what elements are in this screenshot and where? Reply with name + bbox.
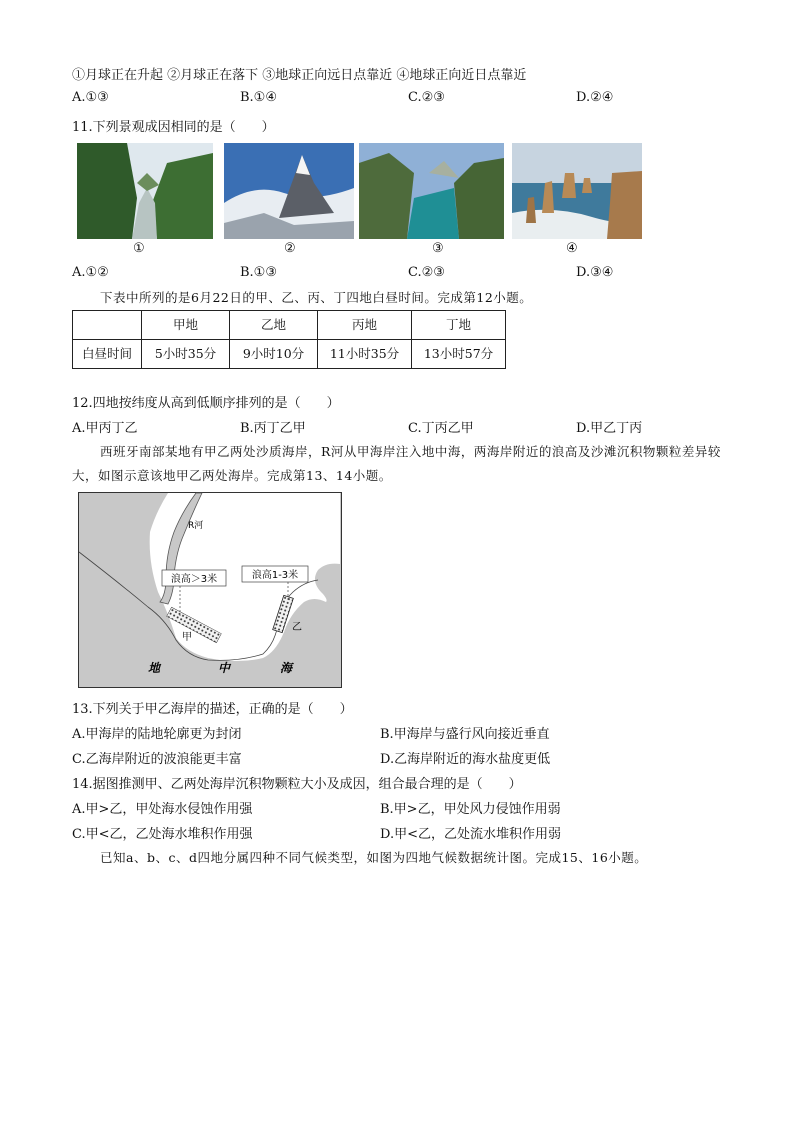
- table-header-bing: 丙地: [318, 311, 412, 340]
- photo-gorge: [77, 143, 213, 239]
- beach-label-jia: 甲: [182, 632, 192, 643]
- wave-label-jia: 浪高＞3米: [170, 574, 218, 585]
- q13-option-b[interactable]: B.甲海岸与盛行风向接近垂直: [380, 727, 550, 742]
- photo-sea-stacks: [512, 143, 642, 239]
- sea-char-3: 海: [280, 661, 293, 675]
- q10-option-c[interactable]: C.②③: [408, 90, 445, 105]
- river-label: R河: [188, 521, 204, 531]
- photo-fjord: [359, 143, 504, 239]
- q11-option-a[interactable]: A.①②: [72, 265, 109, 280]
- photo-label-1: ①: [133, 241, 145, 256]
- q10-option-d[interactable]: D.②④: [576, 90, 614, 105]
- q14-option-a[interactable]: A.甲>乙，甲处海水侵蚀作用强: [72, 802, 253, 817]
- table-header-ding: 丁地: [412, 311, 506, 340]
- q13-option-d[interactable]: D.乙海岸附近的海水盐度更低: [380, 752, 551, 767]
- q10-option-a[interactable]: A.①③: [72, 90, 109, 105]
- q11-stem: 11.下列景观成因相同的是（ ）: [72, 120, 275, 135]
- wave-label-yi: 浪高1-3米: [251, 570, 299, 581]
- table-header-row: [73, 311, 506, 340]
- photo-label-2: ②: [284, 241, 296, 256]
- q10-statements: ①月球正在升起 ②月球正在落下 ③地球正向远日点靠近 ④地球正向近日点靠近: [72, 68, 527, 83]
- table-header-yi: 乙地: [230, 311, 318, 340]
- climate-intro: 已知a、b、c、d四地分属四种不同气候类型，如图为四地气候数据统计图。完成15、16小题。: [100, 850, 648, 865]
- q11-option-b[interactable]: B.①③: [240, 265, 277, 280]
- photo-label-3: ③: [432, 241, 444, 256]
- table-cell-jia: 5小时35分: [142, 340, 230, 369]
- q14-option-b[interactable]: B.甲>乙，甲处风力侵蚀作用弱: [380, 802, 561, 817]
- table-row-label: 白昼时间: [73, 340, 142, 369]
- photo-label-4: ④: [566, 241, 578, 256]
- photo-matterhorn: [224, 143, 354, 239]
- q13-option-a[interactable]: A.甲海岸的陆地轮廓更为封闭: [72, 727, 242, 742]
- table-cell-bing: 11小时35分: [318, 340, 412, 369]
- daytime-table: [72, 310, 506, 369]
- q12-stem: 12.四地按纬度从高到低顺序排列的是（ ）: [72, 396, 340, 411]
- table-cell-yi: 9小时10分: [230, 340, 318, 369]
- q12-option-c[interactable]: C.丁丙乙甲: [408, 421, 474, 436]
- coast-intro: 西班牙南部某地有甲乙两处沙质海岸，R河从甲海岸注入地中海，两海岸附近的浪高及沙滩沉积物颗粒差异较大，如图示意该地甲乙两处海岸。完成第13、14小题。: [72, 444, 721, 483]
- sea-char-2: 中: [218, 661, 231, 675]
- q12-option-b[interactable]: B.丙丁乙甲: [240, 421, 306, 436]
- q14-option-c[interactable]: C.甲<乙，乙处海水堆积作用强: [72, 827, 253, 842]
- q13-option-c[interactable]: C.乙海岸附近的波浪能更丰富: [72, 752, 242, 767]
- q11-option-c[interactable]: C.②③: [408, 265, 445, 280]
- coast-map: [78, 492, 342, 688]
- table-row: [73, 340, 506, 369]
- table-intro: 下表中所列的是6月22日的甲、乙、丙、丁四地白昼时间。完成第12小题。: [100, 290, 533, 305]
- sea-char-1: 地: [148, 661, 161, 675]
- q13-stem: 13.下列关于甲乙海岸的描述，正确的是（ ）: [72, 702, 353, 717]
- q11-option-d[interactable]: D.③④: [576, 265, 614, 280]
- table-header-empty: [73, 311, 142, 340]
- table-cell-ding: 13小时57分: [412, 340, 506, 369]
- q10-option-b[interactable]: B.①④: [240, 90, 277, 105]
- table-header-jia: 甲地: [142, 311, 230, 340]
- q14-option-d[interactable]: D.甲<乙，乙处流水堆积作用弱: [380, 827, 561, 842]
- beach-label-yi: 乙: [292, 622, 302, 633]
- q14-stem: 14.据图推测甲、乙两处海岸沉积物颗粒大小及成因，组合最合理的是（ ）: [72, 777, 522, 792]
- q12-option-d[interactable]: D.甲乙丁丙: [576, 421, 643, 436]
- q12-option-a[interactable]: A.甲丙丁乙: [72, 421, 138, 436]
